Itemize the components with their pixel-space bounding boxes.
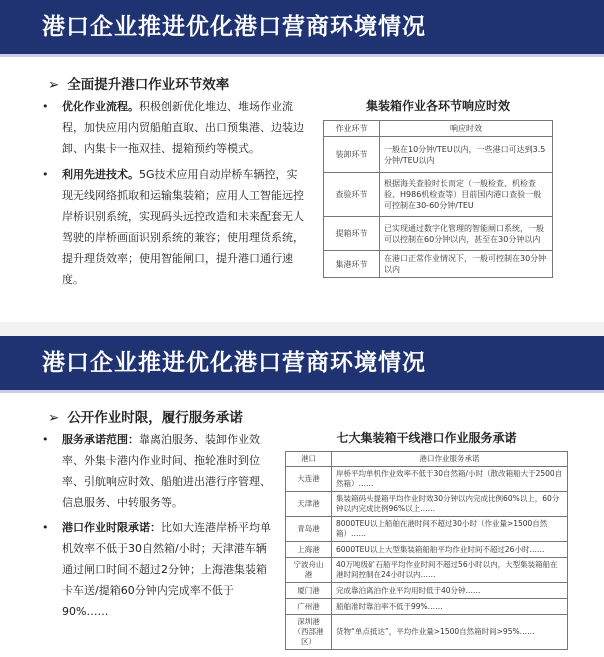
slide-2: [0, 336, 604, 657]
bullet-lead: 优化作业流程。: [62, 100, 139, 113]
table-cell: 8000TEU以上船舶在港时间不超过30小时（作业量>1500自然箱）……: [332, 517, 568, 542]
table-header-row: [286, 452, 568, 467]
list-item: [40, 429, 272, 513]
table-cell: 集装箱码头提箱平均作业时效30分钟以内完成比例60%以上，60分钟以内完成比例96%以上……: [332, 492, 568, 517]
slide-1-heading: [48, 73, 229, 93]
banner-stripe: [0, 54, 604, 57]
bullet-dot-icon: •: [42, 168, 49, 181]
table-header-cell: 港口作业服务承诺: [332, 452, 568, 467]
table-header-cell: 港口: [286, 452, 332, 467]
table-row: [286, 492, 568, 517]
list-item: [40, 164, 304, 290]
table-row: [324, 217, 553, 251]
slide-separator: [0, 322, 604, 336]
table-cell: 岸桥平均单机作业效率不低于30自然箱/小时（散改箱船大于2500自然箱）……: [332, 467, 568, 492]
table-row: [286, 517, 568, 542]
table-header-row: [324, 121, 553, 137]
table-row: [286, 615, 568, 650]
response-time-table: [323, 120, 553, 278]
bullet-dot-icon: •: [42, 100, 49, 113]
bullet-lead: 港口作业时限承诺：: [62, 521, 161, 534]
table-header-cell: 作业环节: [324, 121, 380, 137]
service-commitment-table-block: [285, 429, 568, 650]
table-row: [286, 542, 568, 558]
list-item: [40, 96, 304, 159]
response-time-table-block: [323, 97, 553, 278]
table-row: [324, 137, 553, 173]
table-header-cell: 响应时效: [380, 121, 553, 137]
table-cell: 大连港: [286, 467, 332, 492]
service-commitment-table: [285, 451, 568, 650]
bullet-lead: 服务承诺范围：: [62, 433, 139, 446]
bullet-dot-icon: •: [42, 433, 49, 446]
table-cell: 查验环节: [324, 173, 380, 217]
slide-1-title: 港口企业推进优化港口营商环境情况: [0, 0, 604, 54]
table-cell: 深圳港（西部港区）: [286, 615, 332, 650]
bullet-dot-icon: •: [42, 521, 49, 534]
table-row: [324, 251, 553, 278]
table-title: 集装箱作业各环节响应时效: [365, 99, 510, 113]
table-cell: 天津港: [286, 492, 332, 517]
table-title: 七大集装箱干线港口作业服务承诺: [336, 431, 517, 445]
banner-stripe: [0, 390, 604, 393]
table-row: [286, 558, 568, 583]
slide-2-heading: [48, 406, 243, 426]
list-item: [40, 517, 272, 622]
table-cell: 宁波舟山港: [286, 558, 332, 583]
table-cell: 已实现通过数字化管理的智能闸口系统，一般可以控制在60分钟以内，甚至在30分钟以内: [380, 217, 553, 251]
slide-1: [0, 0, 604, 322]
heading-text: 公开作业时限，履行服务承诺: [67, 410, 243, 426]
slide-2-title: 港口企业推进优化港口营商环境情况: [0, 336, 604, 390]
table-cell: 在港口正常作业情况下，一般可控制在30分钟以内: [380, 251, 553, 278]
table-cell: 提箱环节: [324, 217, 380, 251]
arrow-bullet-icon: ➢: [48, 410, 60, 426]
bullet-lead: 利用先进技术。: [62, 168, 139, 181]
table-row: [286, 467, 568, 492]
table-cell: 青岛港: [286, 517, 332, 542]
table-cell: 厦门港: [286, 583, 332, 599]
heading-text: 全面提升港口作业环节效率: [67, 77, 230, 93]
table-cell: 集港环节: [324, 251, 380, 278]
table-row: [286, 599, 568, 615]
table-row: [286, 583, 568, 599]
slide-2-bullet-list: [40, 429, 272, 622]
bullet-text: 靠离泊服务、装卸作业效率、外集卡港内作业时间、拖轮准时到位率、引航响应时效、船舶进出港行序管理、信息服务、中转服务等。: [62, 433, 271, 509]
table-cell: 装卸环节: [324, 137, 380, 173]
table-cell: 40万吨级矿石船平均作业时间不超过56小时以内，大型集装箱船在港时间控制在24小时以内……: [332, 558, 568, 583]
arrow-bullet-icon: ➢: [48, 77, 60, 93]
table-cell: 完成靠泊离泊作业平均用时低于40分钟……: [332, 583, 568, 599]
bullet-text: 5G技术应用自动岸桥车辆控，实现无线网络抓取和运输集装箱；应用人工智能远控岸桥识别系统，实现码头远控改造和未来配套无人驾驶的岸桥画面识别系统的兼容；使用理货系统，提升理货效率；使用智能闸口，提升港口通行速度。: [62, 168, 304, 286]
table-cell: 根据海关查验时长而定（一般检查、机检查验、H986机检查等）目前国内港口查验一般可控制在30-60分钟/TEU: [380, 173, 553, 217]
slide-1-bullet-list: [40, 96, 304, 290]
table-cell: 6000TEU以上大型集装箱船舶平均作业时间不超过26小时……: [332, 542, 568, 558]
table-cell: 货物“单点抵达”，平均作业量>1500自然箱时间>95%……: [332, 615, 568, 650]
table-cell: 船舶准时靠泊率不低于99%……: [332, 599, 568, 615]
table-cell: 广州港: [286, 599, 332, 615]
table-cell: 一般在10分钟/TEU以内，一些港口可达到3.5分钟/TEU以内: [380, 137, 553, 173]
table-row: [324, 173, 553, 217]
table-cell: 上海港: [286, 542, 332, 558]
bullet-text: 积极创新优化堆边、堆场作业流程，加快应用内贸船舶直取、出口预集港、边装边卸、内集卡一拖双挂、提箱预约等模式。: [62, 100, 304, 155]
bullet-text: 比如大连港岸桥平均单机效率不低于30自然箱/小时；天津港车辆通过闸口时间不超过2分钟；上海港集装箱卡车送/提箱60分钟内完成率不低于90%……: [62, 521, 271, 618]
